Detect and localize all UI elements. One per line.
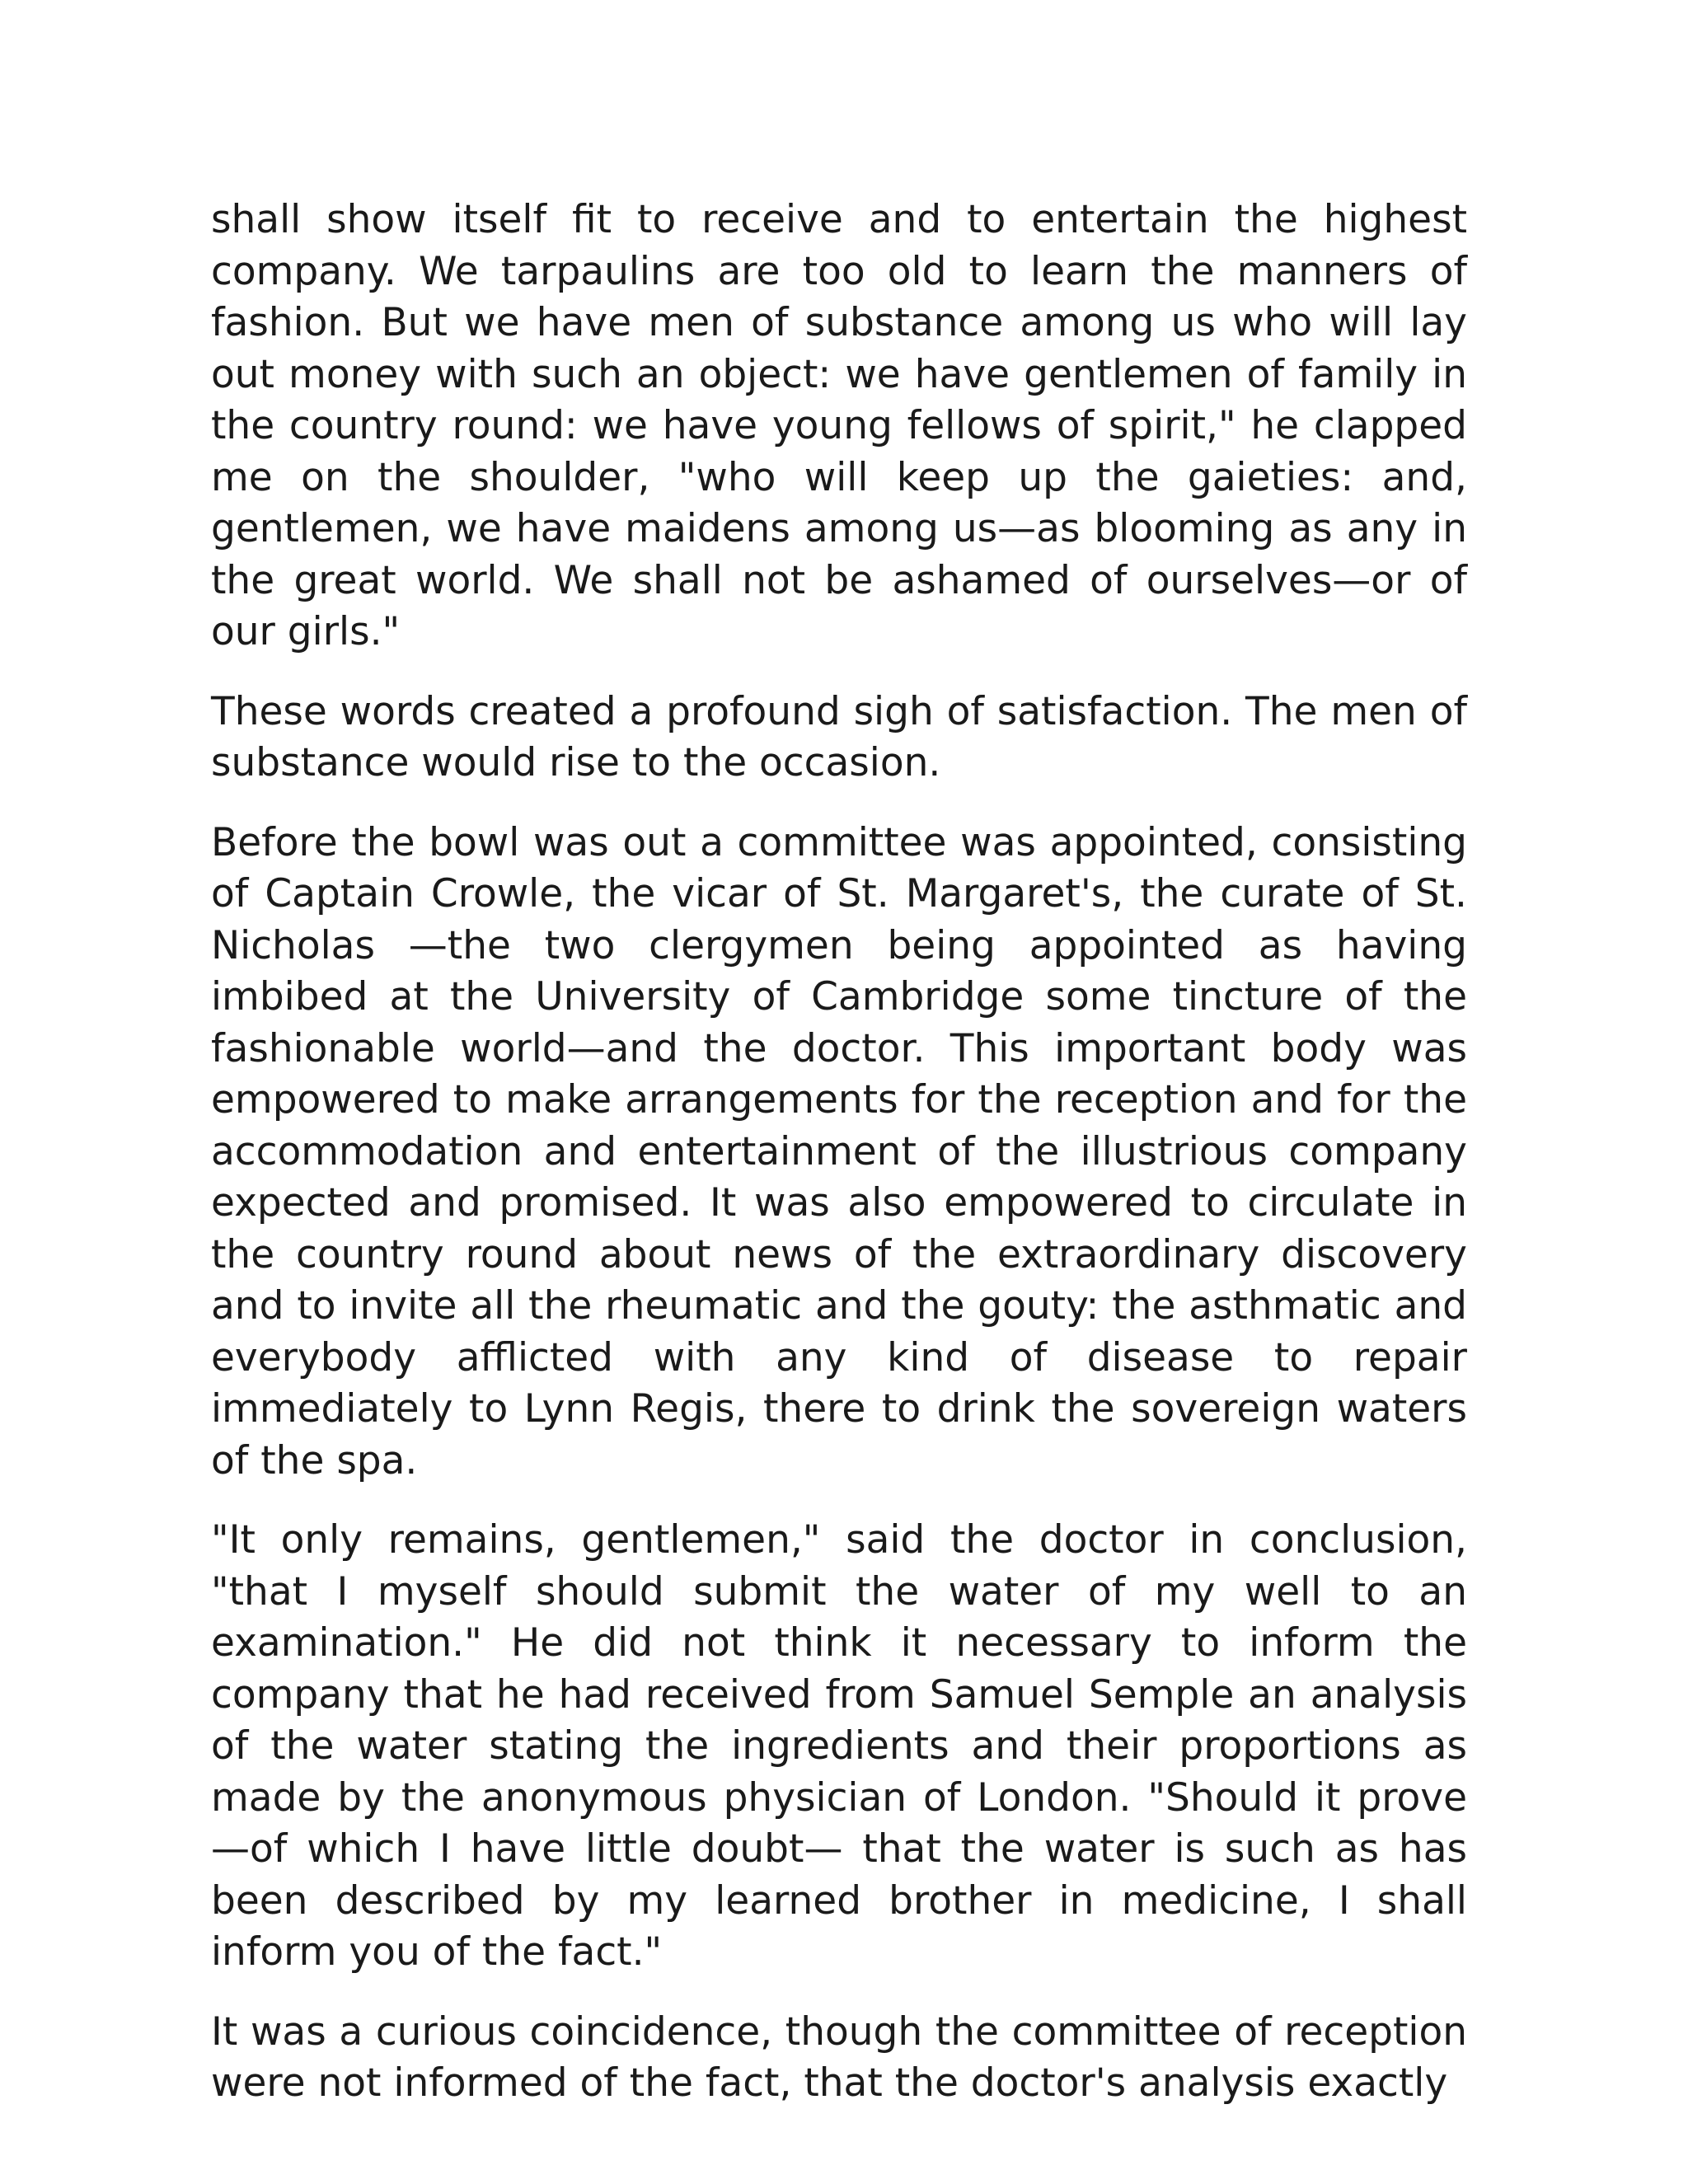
document-page xyxy=(211,194,1467,2138)
paragraph-5: It was a curious coincidence, though the committee of reception were not informed of the fact, that the doctor's analysis exactly xyxy=(211,2008,1467,2106)
paragraph-1: shall show itself fit to receive and to entertain the highest company. We tarpaulins are too old to learn the manners of fashion. But we have men of substance among us who will lay out money with such an object: we have gentlemen of family in the country round: we have young fellows of spirit," he clapped me on the shoulder, "who will keep up the gaieties: and, gentlemen, we have maidens among us—as blooming as any in the great world. We shall not be ashamed of ourselves—or of our girls." xyxy=(211,197,1467,654)
paragraph-2: These words created a profound sigh of satisfaction. The men of substance would rise to the occasion. xyxy=(211,688,1467,785)
paragraph-4: "It only remains, gentlemen," said the doctor in conclusion, "that I myself should submit the water of my well to an examination." He did not think it necessary to inform the company that he had received from Samuel Semple an analysis of the water stating the ingredients and their proportions as made by the anonymous physician of London. "Should it prove—of which I have little doubt— that the water is such as has been described by my learned brother in medicine, I shall inform you of the fact." xyxy=(211,1517,1467,1975)
paragraph-3: Before the bowl was out a committee was appointed, consisting of Captain Crowle, the vicar of St. Margaret's, the curate of St. Nicholas —the two clergymen being appointed as having imbibed at the University of Cambridge some tincture of the fashionable world—and the doctor. This important body was empowered to make arrangements for the reception and for the accommodation and entertainment of the illustrious company expected and promised. It was also empowered to circulate in the country round about news of the extraordinary discovery and to invite all the rheumatic and the gouty: the asthmatic and everybody afflicted with any kind of disease to repair immediately to Lynn Regis, there to drink the sovereign waters of the spa. xyxy=(211,819,1467,1483)
